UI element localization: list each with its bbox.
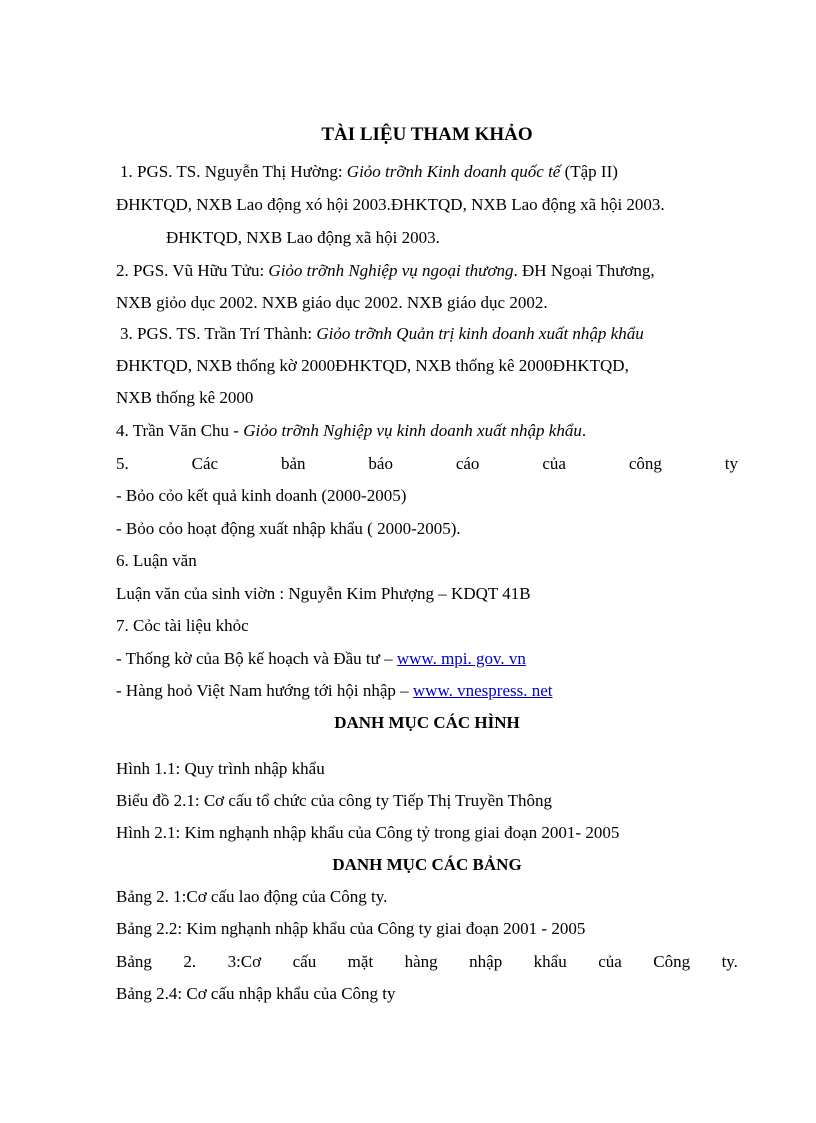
reference-1-line-3: ĐHKTQD, NXB Lao động xã hội 2003. (166, 228, 440, 247)
reference-3-author: 3. PGS. TS. Trần Trí Thành: (120, 324, 317, 343)
reference-1-line-1 (120, 161, 738, 183)
table-item-2: Bảng 2.2: Kim nghạnh nhập khẩu của Công ty giai đoạn 2001 - 2005 (116, 919, 586, 938)
reference-7-sub-1 (116, 648, 738, 670)
reference-4 (116, 420, 738, 442)
reference-2-line-2: NXB giỏo dục 2002. NXB giáo dục 2002. NXB giáo dục 2002. (116, 293, 548, 312)
reference-6-heading: 6. Luận văn (116, 551, 197, 570)
word: ty (724, 454, 738, 473)
reference-4-author: 4. Trần Văn Chu - (116, 421, 244, 440)
word: 3:Cơ (227, 952, 262, 971)
vnexpress-link[interactable]: www. vnespress. net (412, 681, 553, 700)
word: 2. (183, 952, 197, 971)
reference-7-sub-2-text: - Hàng hoỏ Việt Nam hướng tới hội nhập – (116, 681, 413, 700)
word: mặt (347, 952, 374, 971)
figure-item: Hình 2.1: Kim nghạnh nhập khẩu của Công tỷ trong giai đoạn 2001- 2005 (116, 823, 620, 842)
reference-2-line-1 (116, 260, 738, 282)
word: khẩu (533, 952, 567, 971)
word: bản (280, 454, 306, 473)
reference-3-line-2: ĐHKTQD, NXB thống kờ 2000ĐHKTQD, NXB thống kê 2000ĐHKTQD, (116, 356, 629, 375)
word: hàng (404, 952, 438, 971)
reference-1-book-title: Giỏo trỡnh Kinh doanh quốc tế (346, 162, 561, 181)
tables-title: DANH MỤC CÁC BẢNG (332, 855, 522, 874)
table-item-1: Bảng 2. 1:Cơ cấu lao động của Công ty. (116, 887, 388, 906)
reference-7-heading: 7. Cỏc tài liệu khỏc (116, 616, 249, 635)
word: Công (653, 952, 691, 971)
word: nhập (469, 952, 503, 971)
word: Các (191, 454, 219, 473)
word: cáo (455, 454, 480, 473)
word: báo (368, 454, 393, 473)
word: cấu (292, 952, 317, 971)
reference-5-sub-2: - Bỏo cỏo hoạt động xuất nhập khẩu ( 2000-2005). (116, 519, 461, 538)
word: Bảng (116, 952, 152, 971)
figure-item: Hình 1.1: Quy trình nhập khẩu (116, 759, 325, 778)
reference-1-line-2: ĐHKTQD, NXB Lao động xó hội 2003.ĐHKTQD, NXB Lao động xã hội 2003. (116, 195, 665, 214)
reference-7-sub-2 (116, 680, 738, 702)
word: của (542, 454, 566, 473)
table-item-3 (116, 951, 738, 973)
word: của (598, 952, 622, 971)
reference-3-book-title: Giỏo trỡnh Quản trị kinh doanh xuất nhập khẩu (316, 324, 644, 343)
reference-3-line-1 (120, 323, 742, 345)
mpi-link[interactable]: www. mpi. gov. vn (396, 649, 526, 668)
word: 5. (116, 454, 129, 473)
reference-7-sub-1-text: - Thống kờ của Bộ kế hoạch và Đầu tư – (116, 649, 397, 668)
reference-2-publisher: . ĐH Ngoại Thương, (513, 261, 655, 280)
word: ty. (721, 952, 738, 971)
reference-3-line-3: NXB thống kê 2000 (116, 388, 254, 407)
reference-5-sub-1: - Bỏo cỏo kết quả kinh doanh (2000-2005) (116, 486, 407, 505)
reference-2-book-title: Giỏo trỡnh Nghiệp vụ ngoại thương (268, 261, 514, 280)
reference-4-period: . (581, 421, 587, 440)
reference-6-line: Luận văn của sinh viờn : Nguyễn Kim Phượng – KDQT 41B (116, 584, 531, 603)
figures-title: DANH MỤC CÁC HÌNH (334, 713, 520, 732)
word: công (628, 454, 662, 473)
references-title: TÀI LIỆU THAM KHẢO (321, 124, 533, 145)
reference-1-volume: (Tập II) (560, 162, 618, 181)
reference-1-author: 1. PGS. TS. Nguyễn Thị Hường: (120, 162, 347, 181)
reference-4-book-title: Giỏo trỡnh Nghiệp vụ kinh doanh xuất nhập khẩu (243, 421, 582, 440)
figure-item: Biểu đồ 2.1: Cơ cấu tổ chức của công ty Tiếp Thị Truyền Thông (116, 791, 552, 810)
table-item-4: Bảng 2.4: Cơ cấu nhập khẩu của Công ty (116, 984, 396, 1003)
reference-2-author: 2. PGS. Vũ Hữu Tửu: (116, 261, 269, 280)
reference-5-heading (116, 453, 738, 475)
